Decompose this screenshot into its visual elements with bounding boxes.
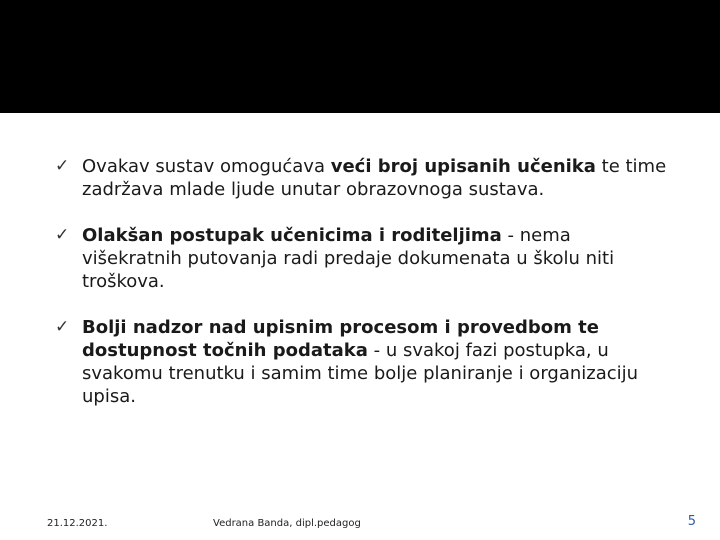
bullet-text bbox=[82, 317, 638, 407]
check-icon: ✓ bbox=[55, 225, 70, 245]
bullet-1-part-2: veći broj upisanih učenika bbox=[330, 156, 596, 177]
bullet-text bbox=[82, 156, 666, 200]
bullet-text bbox=[82, 225, 614, 292]
bullet-item-2 bbox=[55, 224, 675, 293]
page-number: 5 bbox=[687, 514, 696, 529]
bullet-list bbox=[55, 155, 675, 408]
bullet-3-part-1: Bolji nadzor nad upisnim procesom i provedbom te dostupnost točnih podataka bbox=[82, 317, 599, 361]
bullet-3-part-2: - u svakoj fazi postupka, u svakomu trenutku i samim time bolje planiranje i organizaciju upisa. bbox=[82, 340, 639, 407]
bullet-item-1 bbox=[55, 155, 675, 201]
bullet-1-part-1: Ovakav sustav omogućava bbox=[82, 156, 331, 177]
title-bar bbox=[0, 0, 720, 113]
footer-date: 21.12.2021. bbox=[47, 518, 108, 529]
bullet-2-part-1: Olakšan postupak učenicima i roditeljima bbox=[82, 225, 502, 246]
check-icon: ✓ bbox=[55, 317, 70, 337]
bullet-2-part-2: - nema višekratnih putovanja radi predaje dokumenata u školu niti troškova. bbox=[82, 225, 615, 292]
bullet-1-part-3: te time zadržava mlade ljude unutar obrazovnoga sustava. bbox=[82, 156, 667, 200]
bullet-item-3 bbox=[55, 316, 675, 408]
footer-author: Vedrana Banda, dipl.pedagog bbox=[213, 518, 361, 529]
check-icon: ✓ bbox=[55, 156, 70, 176]
